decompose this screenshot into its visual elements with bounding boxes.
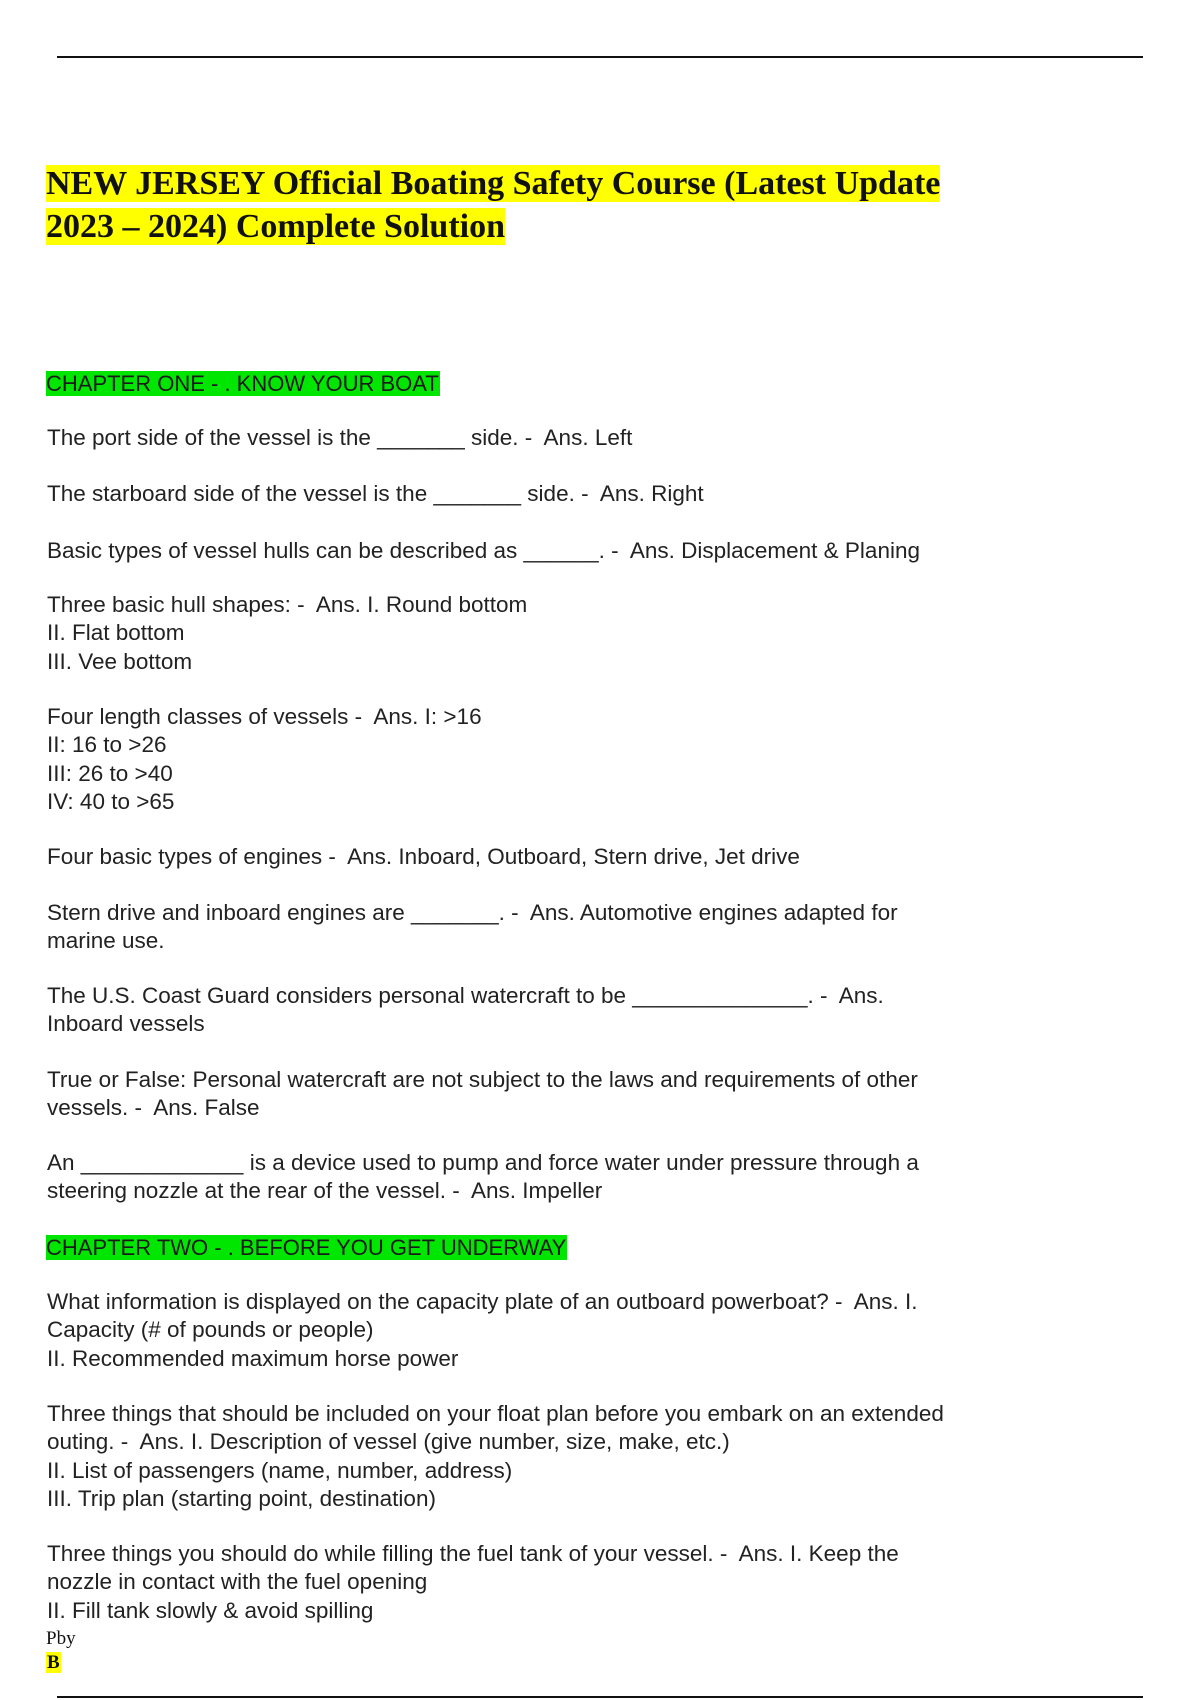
qa-item: Basic types of vessel hulls can be described as ______. - Ans. Displacement & Planing xyxy=(47,538,920,563)
qa-item: Three things you should do while filling the fuel tank of your vessel. - Ans. I. Keep the nozzle in contact with the fuel opening II. Fill tank slowly & avoid spilling xyxy=(47,1541,899,1623)
bottom-rule xyxy=(57,1696,1143,1698)
title-line-1: NEW JERSEY Official Boating Safety Course (Latest Update xyxy=(46,165,941,202)
qa-item: Three things that should be included on your float plan before you embark on an extended outing. - Ans. I. Description of vessel (give number, size, make, etc.) II. List of passengers (name, number, address) III. Trip plan (starting point, destination) xyxy=(47,1401,944,1511)
chapter-heading: CHAPTER ONE - . KNOW YOUR BOAT xyxy=(46,371,439,396)
qa-item: Three basic hull shapes: - Ans. I. Round bottom II. Flat bottom III. Vee bottom xyxy=(47,592,528,674)
qa-item: An _____________ is a device used to pump and force water under pressure through a steering nozzle at the rear of the vessel. - Ans. Impeller xyxy=(47,1150,919,1204)
qa-item: The port side of the vessel is the _______ side. - Ans. Left xyxy=(47,425,633,450)
qa-item: Four length classes of vessels - Ans. I: >16 II: 16 to >26 III: 26 to >40 IV: 40 to >65 xyxy=(47,704,482,814)
document-title xyxy=(46,162,1066,248)
qa-item: True or False: Personal watercraft are not subject to the laws and requirements of other vessels. - Ans. False xyxy=(47,1067,918,1121)
top-rule xyxy=(57,56,1143,58)
footer-badge: B xyxy=(47,1652,60,1673)
chapter-heading: CHAPTER TWO - . BEFORE YOU GET UNDERWAY xyxy=(46,1235,567,1260)
qa-item: The starboard side of the vessel is the _______ side. - Ans. Right xyxy=(47,481,704,506)
qa-item: The U.S. Coast Guard considers personal watercraft to be ______________. - Ans. Inboard vessels xyxy=(47,983,884,1037)
footer-text: Pby xyxy=(46,1628,76,1649)
qa-item: Four basic types of engines - Ans. Inboard, Outboard, Stern drive, Jet drive xyxy=(47,844,800,869)
qa-item: Stern drive and inboard engines are _______. - Ans. Automotive engines adapted for marine use. xyxy=(47,900,898,954)
qa-item: What information is displayed on the capacity plate of an outboard powerboat? - Ans. I. Capacity (# of pounds or people) II. Recommended maximum horse power xyxy=(47,1289,918,1371)
title-line-2: 2023 – 2024) Complete Solution xyxy=(46,208,505,245)
